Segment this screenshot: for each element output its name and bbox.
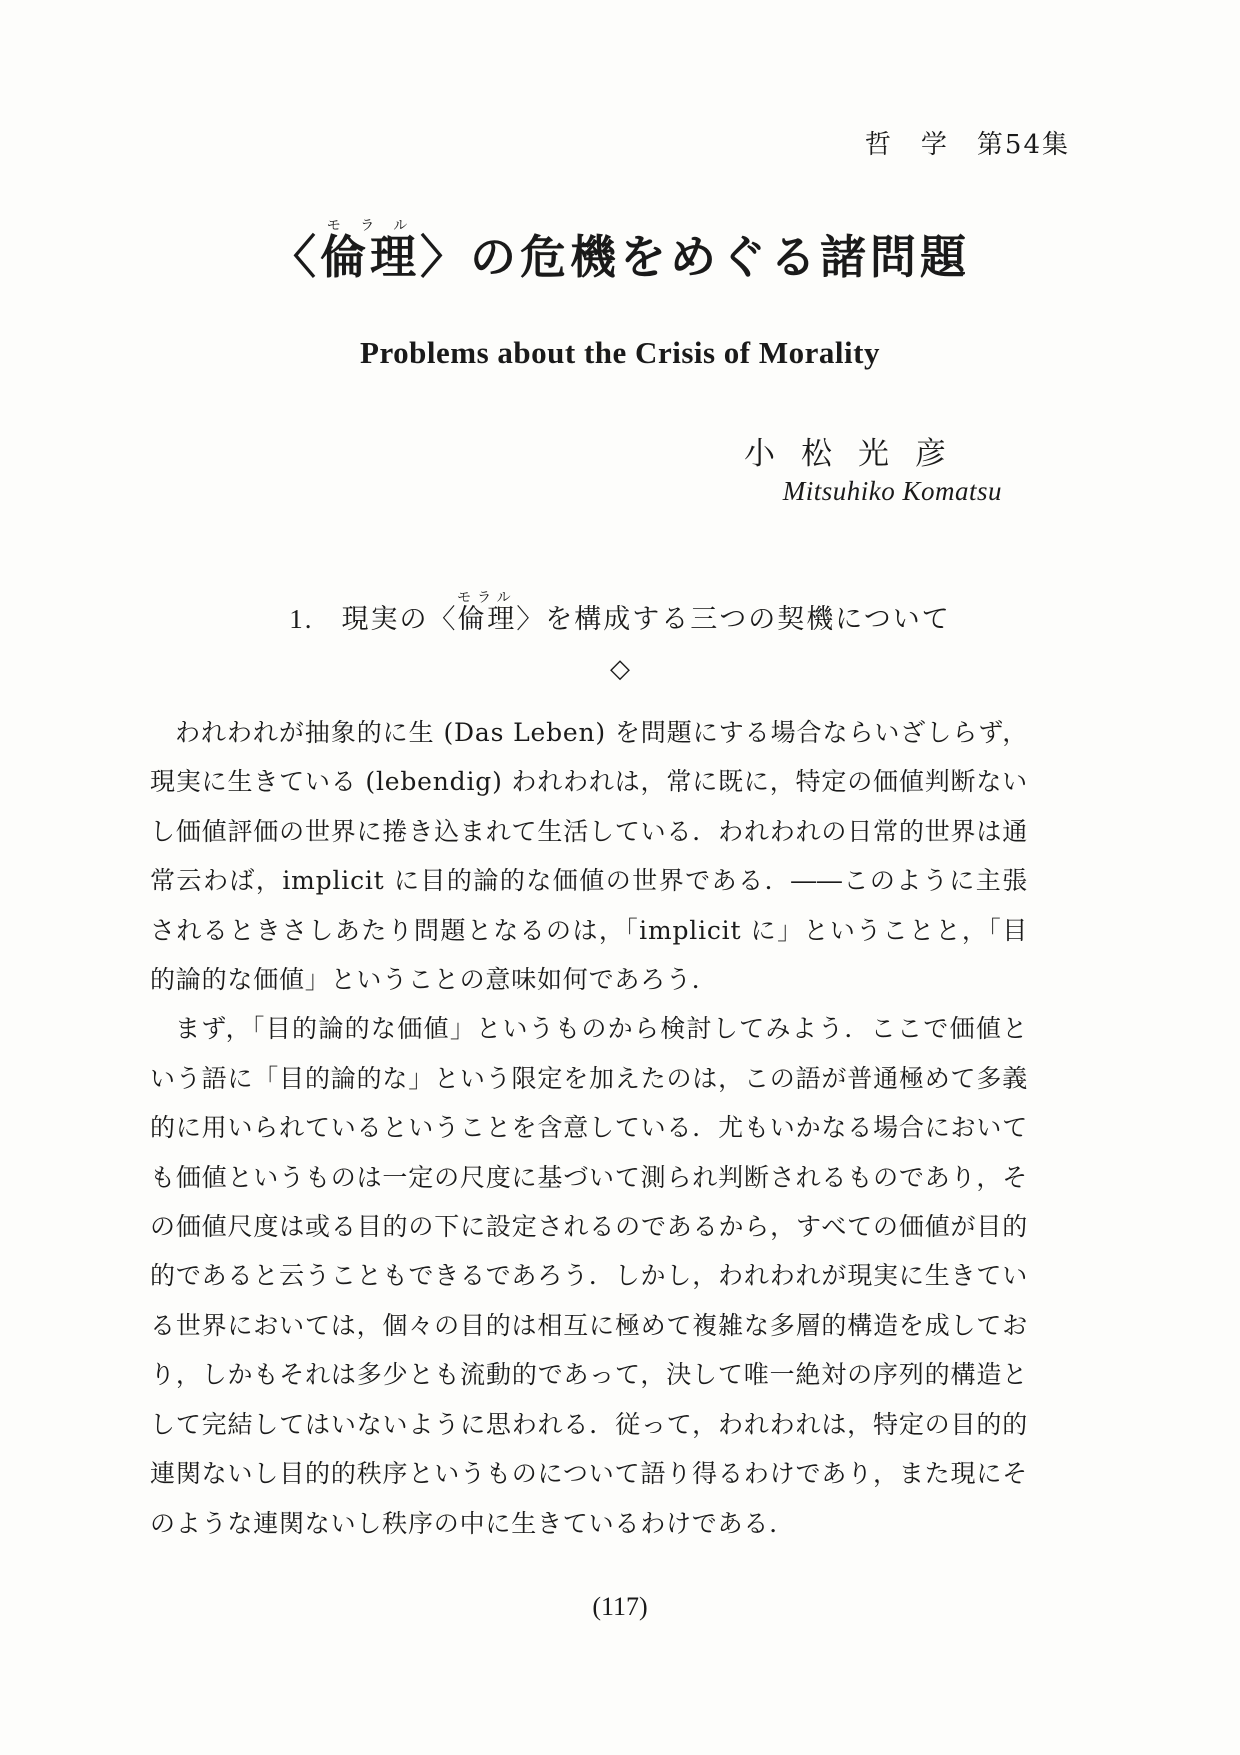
section-ruby-text: モラル xyxy=(457,590,517,606)
title-ruby-text: モラル xyxy=(320,218,420,234)
paragraph: まず，「目的論的な価値」というものから検討してみよう．ここで価値という語に「目的論的な」という限定を加えたのは，この語が普通極めて多義的に用いられているということを含意している．尤もいかなる場合においても価値というものは一定の尺度に基づいて測られ判断されるものであり，その価値尺度は或る目的の下に設定されるのであるから，すべての価値が目的的であると云うこともできるであろう．しかし，われわれが現実に生きている世界においては，個々の目的は相互に極めて複雑な多層的構造を成しており，しかもそれは多少とも流動的であって，決して唯一絶対の序列的構造として完結してはいないように思われる．従って，われわれは，特定の目的的連関ないし目的的秩序というものについて語り得るわけであり，また現にそのような連関ないし秩序の中に生きているわけである． xyxy=(150,1014,1028,1538)
author-name-en: Mitsuhiko Komatsu xyxy=(782,476,1002,506)
section-prefix: 現実の〈 xyxy=(341,604,458,635)
section-number: 1. xyxy=(289,604,314,634)
diamond-separator: ◇ xyxy=(610,654,630,684)
paragraph: われわれが抽象的に生 (Das Leben) を問題にする場合ならいざしらず，現実に生きている (lebendig) われわれは，常に既に，特定の価値判断ないし価値評価の世界に捲き込まれて生活している．われわれの日常的世界は通常云わば，implicit に目的論的な価値の世界である．――このように主張されるときさしあたり問題となるのは，「implicit に」ということと，「目的論的な価値」ということの意味如何であろう． xyxy=(150,718,1028,995)
title-ruby xyxy=(320,218,420,284)
title-bracket-open: 〈 xyxy=(270,230,320,284)
page-number: (117) xyxy=(592,1592,648,1621)
title-ruby-base: 倫理 xyxy=(320,230,420,284)
section-ruby xyxy=(457,590,517,635)
author-name-ja: 小松光彦 xyxy=(744,436,972,472)
section-heading xyxy=(0,590,1240,639)
body-text xyxy=(150,708,1028,1548)
running-head: 哲 学 第54集 xyxy=(864,130,1070,160)
title-bracket-close: 〉 xyxy=(420,230,470,284)
section-suffix: 〉を構成する三つの契機について xyxy=(516,604,951,635)
title-block xyxy=(0,218,1240,288)
section-ruby-base: 倫理 xyxy=(457,604,517,635)
paper-title xyxy=(0,218,1240,288)
title-rest: の危機をめぐる諸問題 xyxy=(470,230,970,284)
english-title: Problems about the Crisis of Morality xyxy=(360,335,880,370)
